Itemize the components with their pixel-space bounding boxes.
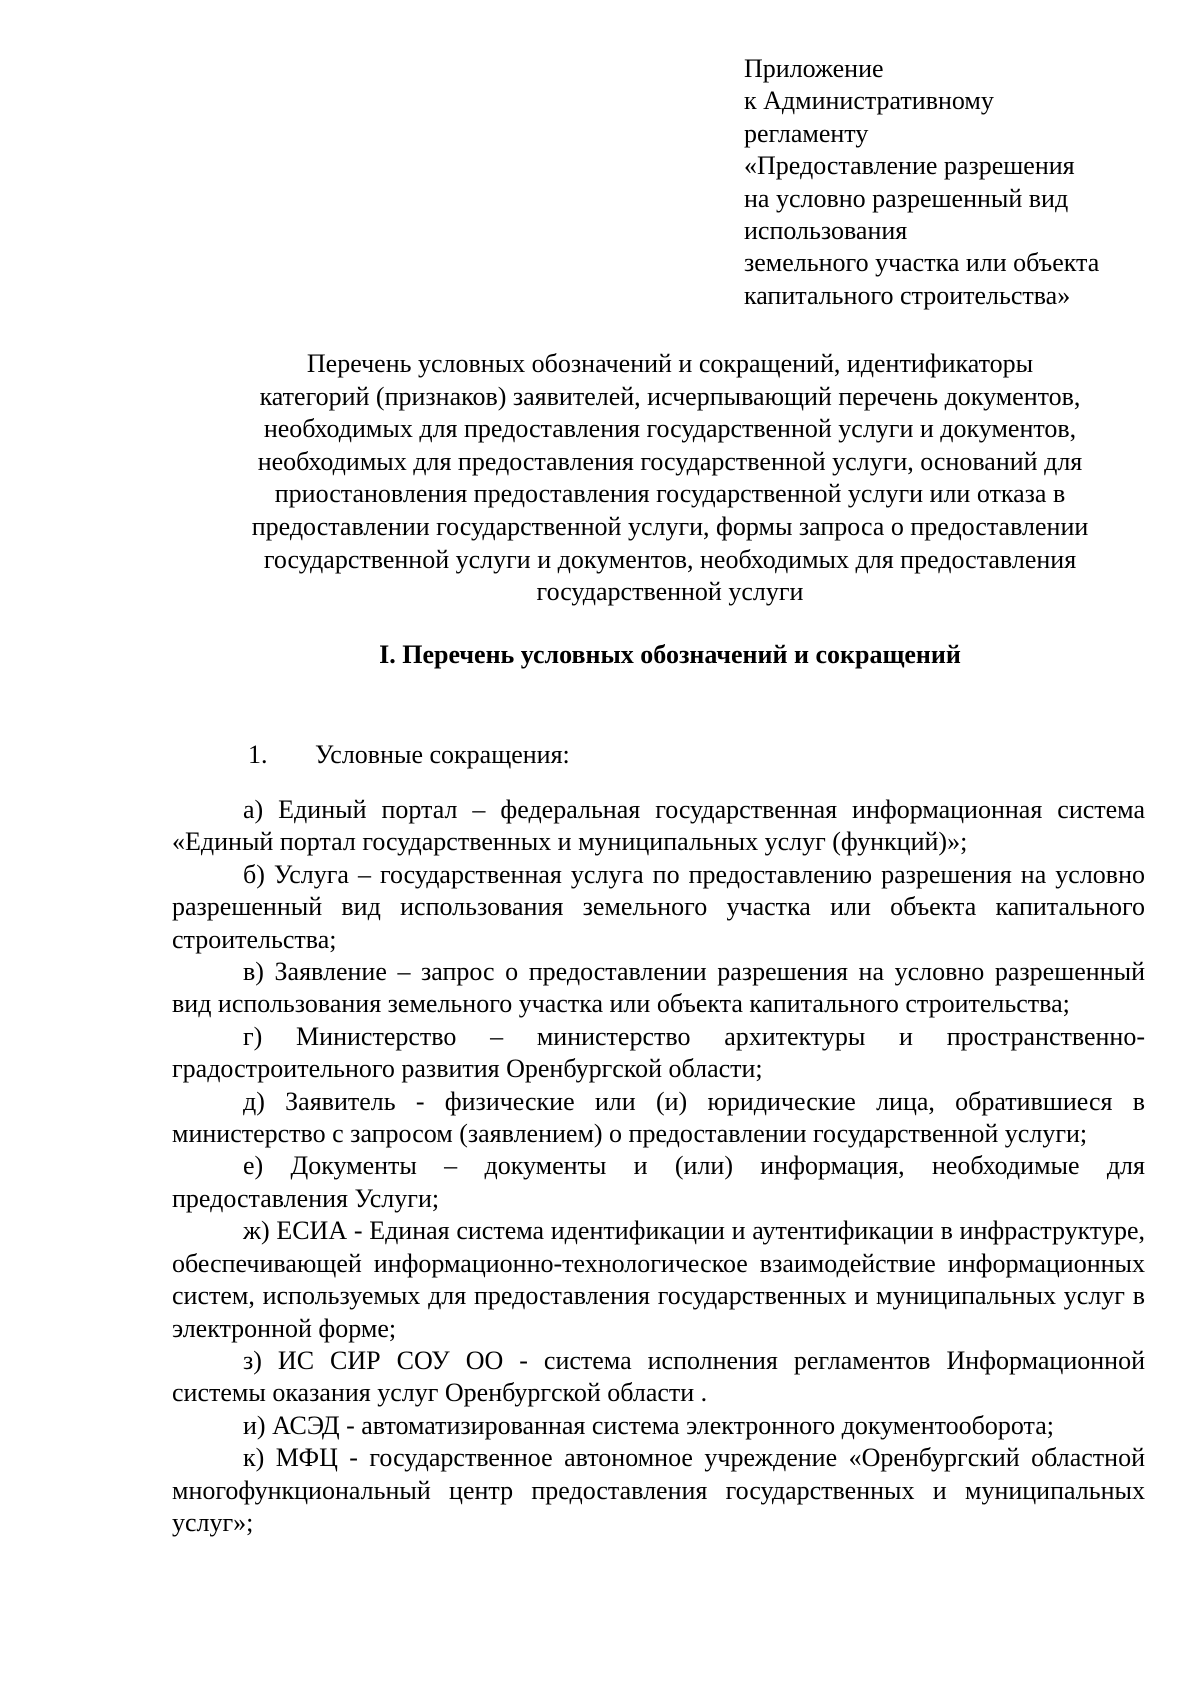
definition-item: е) Документы – документы и (или) информация, необходимые для предоставления Услуги; — [172, 1151, 1145, 1213]
definition-item: з) ИС СИР СОУ ОО - система исполнения регламентов Информационной системы оказания услуг Оренбургской области . — [172, 1345, 1145, 1408]
title-line: необходимых для предоставления государственной услуги и документов, — [263, 414, 1077, 444]
section-heading: I. Перечень условных обозначений и сокращений — [379, 640, 961, 669]
list-item-number: 1. — [248, 740, 268, 769]
title-line: государственной услуги и документов, необходимых для предоставления — [263, 544, 1077, 574]
title-line: предоставлении государственной услуги, формы запроса о предоставлении — [251, 511, 1089, 541]
definitions-list — [172, 794, 1145, 1539]
definition-item: д) Заявитель - физические или (и) юридические лица, обратившиеся в министерство с запросом (заявлением) о предоставлении государственной услуги; — [172, 1086, 1145, 1149]
appendix-line: на условно разрешенный вид — [744, 183, 1069, 213]
title-line: государственной услуги — [536, 577, 804, 607]
definition-item: и) АСЭД - автоматизированная система электронного документооборота; — [243, 1410, 1055, 1440]
definition-item: к) МФЦ - государственное автономное учреждение «Оренбургский областной многофункциональный центр предоставления государственных и муниципальных услуг»; — [172, 1443, 1145, 1537]
definition-item: б) Услуга – государственная услуга по предоставлению разрешения на условно разрешенный вид использования земельного участка или объекта капитального строительства; — [172, 859, 1145, 954]
document-title — [190, 348, 1150, 609]
appendix-block — [744, 53, 1164, 312]
definition-item: в) Заявление – запрос о предоставлении разрешения на условно разрешенный вид использования земельного участка или объекта капитального строительства; — [172, 957, 1145, 1019]
definition-item: ж) ЕСИА - Единая система идентификации и аутентификации в инфраструктуре, обеспечивающей информационно-технологическое взаимодействие информационных систем, используемых для предоставления государственных и муниципальных услуг в электронной форме; — [172, 1216, 1145, 1343]
definition-item: г) Министерство – министерство архитектуры и пространственно-градостроительного развития Оренбургской области; — [172, 1021, 1145, 1084]
appendix-line: «Предоставление разрешения — [744, 151, 1075, 181]
title-line: необходимых для предоставления государственной услуги, оснований для — [257, 446, 1083, 476]
list-item-1 — [248, 738, 570, 772]
title-line: категорий (признаков) заявителей, исчерпывающий перечень документов, — [259, 381, 1081, 411]
definition-item: а) Единый портал – федеральная государственная информационная система «Единый портал государственных и муниципальных услуг (функций)»; — [172, 795, 1145, 857]
appendix-line: капитального строительства» — [744, 280, 1071, 310]
list-item-label: Условные сокращения: — [315, 740, 570, 769]
appendix-line: земельного участка или объекта — [744, 248, 1100, 278]
appendix-line: регламенту — [744, 118, 869, 148]
appendix-line: использования — [744, 216, 908, 246]
title-line: приостановления предоставления государственной услуги или отказа в — [274, 479, 1066, 509]
title-line: Перечень условных обозначений и сокращений, идентификаторы — [306, 349, 1034, 378]
appendix-line: Приложение — [744, 54, 884, 83]
appendix-line: к Административному — [744, 86, 994, 116]
